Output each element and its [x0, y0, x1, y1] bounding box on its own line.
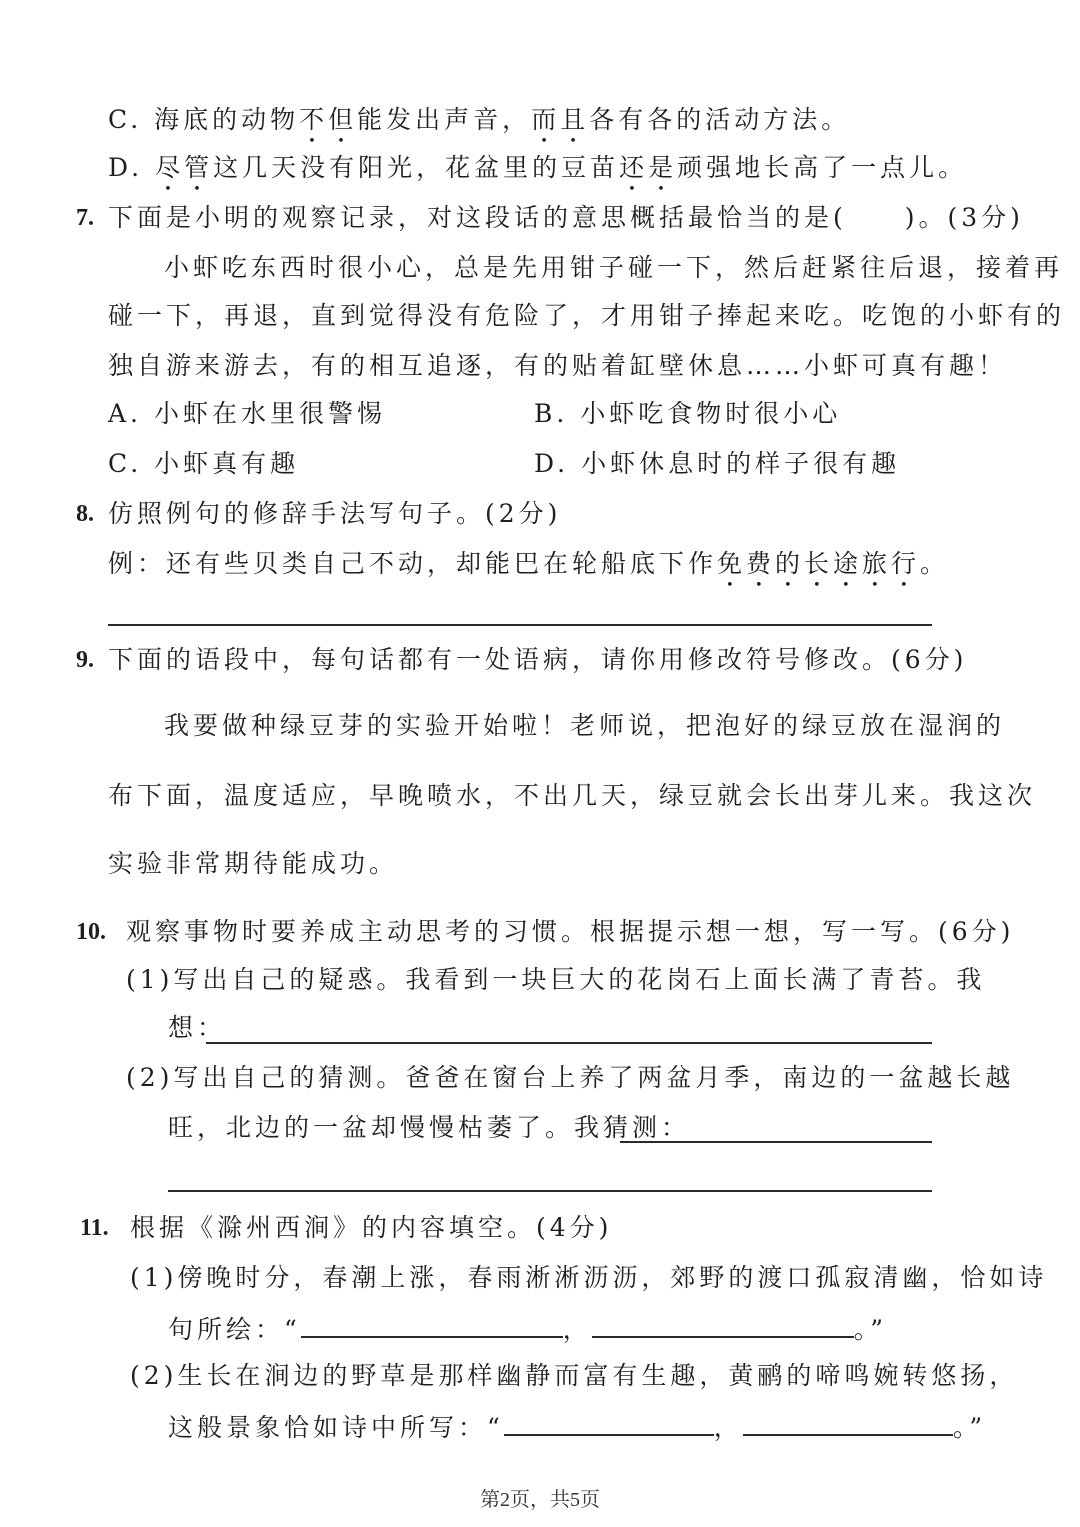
q9-passage-line: 实验非常期待能成功。: [108, 849, 399, 878]
q6-option-d: [108, 150, 967, 197]
q10-sub1-answer-line[interactable]: [206, 1042, 932, 1044]
option-text: 小虾休息时的样子很有趣: [581, 449, 901, 478]
q9-stem: 下面的语段中，每句话都有一处语病，请你用修改符号修改。(6分): [108, 645, 968, 674]
q10-sub1-prompt: 想：: [168, 1013, 227, 1042]
option-text: 海底的动物: [154, 105, 300, 134]
emphasis-text: 不但: [299, 105, 358, 134]
option-text: 能发出声音，: [357, 105, 532, 134]
q7-number: 7.: [76, 205, 94, 231]
answer-blank[interactable]: [743, 1408, 953, 1436]
prompt-text: 句所绘：“: [168, 1315, 301, 1344]
q11-sub1-fill: [168, 1310, 887, 1348]
answer-blank[interactable]: [301, 1310, 563, 1338]
q11-sub2-line: (2)生长在涧边的野草是那样幽静而富有生趣，黄鹂的啼鸣婉转悠扬，: [130, 1361, 1019, 1390]
option-label: A.: [108, 399, 143, 428]
option-text: 这几天没有阳光，花盆里的豆苗: [213, 153, 620, 182]
q10-number: 10.: [76, 919, 106, 945]
q7-option-a: [108, 396, 386, 432]
q11-sub1-line: (1)傍晚时分，春潮上涨，春雨淅淅沥沥，郊野的渡口孤寂清幽，恰如诗: [130, 1263, 1048, 1292]
q7-passage-line: 小虾吃东西时很小心，总是先用钳子碰一下，然后赶紧往后退，接着再: [164, 253, 1064, 282]
emphasis-text: 免费的长途旅行: [717, 549, 921, 578]
q8-number: 8.: [76, 501, 94, 527]
q9-passage-line: 我要做种绿豆芽的实验开始啦！老师说，把泡好的绿豆放在湿润的: [164, 711, 1006, 740]
q8-stem: 仿照例句的修辞手法写句子。(2分): [108, 499, 562, 528]
option-text: 顽强地长高了一点儿。: [677, 153, 968, 182]
option-label: B.: [534, 399, 569, 428]
answer-blank[interactable]: [592, 1310, 854, 1338]
q10-sub2-answer-line-2[interactable]: [168, 1190, 932, 1192]
emphasis-text: 还是: [619, 153, 678, 182]
option-text: 各有各的活动方法。: [589, 105, 851, 134]
option-text: 小虾吃食物时很小心: [580, 399, 842, 428]
punctuation: 。”: [853, 1315, 888, 1344]
q7-passage-line: 碰一下，再退，直到觉得没有危险了，才用钳子捧起来吃。吃饱的小虾有的: [108, 301, 1066, 330]
q10-sub2-prompt: 旺，北边的一盆却慢慢枯萎了。我猜测：: [168, 1113, 691, 1142]
page-footer: 第2页，共5页: [480, 1489, 600, 1511]
q11-sub2-fill: [168, 1408, 986, 1446]
q7-option-d: [534, 446, 900, 482]
q10-sub2-answer-line[interactable]: [620, 1141, 932, 1143]
option-label: D.: [534, 449, 570, 478]
q10-sub2-line: (2)写出自己的猜测。爸爸在窗台上养了两盆月季，南边的一盆越长越: [126, 1063, 1015, 1092]
q7-stem: 下面是小明的观察记录，对这段话的意思概括最恰当的是( )。(3分): [108, 203, 1024, 232]
option-label: D.: [108, 153, 144, 182]
q11-stem: 根据《滁州西涧》的内容填空。(4分): [130, 1213, 613, 1242]
answer-blank[interactable]: [504, 1408, 714, 1436]
punctuation: ，: [562, 1315, 592, 1344]
q10-stem: 观察事物时要养成主动思考的习惯。根据提示想一想，写一写。(6分): [126, 917, 1015, 946]
prompt-text: 这般景象恰如诗中所写：“: [168, 1413, 504, 1442]
q9-number: 9.: [76, 647, 94, 673]
punctuation: ，: [713, 1413, 743, 1442]
q7-option-b: [534, 396, 841, 432]
q10-sub1-line: (1)写出自己的疑惑。我看到一块巨大的花岗石上面长满了青苔。我: [126, 965, 986, 994]
q6-option-c: [108, 102, 850, 149]
q9-passage-line: 布下面，温度适应，早晚喷水，不出几天，绿豆就会长出芽儿来。我这次: [108, 781, 1037, 810]
q11-number: 11.: [80, 1215, 109, 1241]
option-text: 小虾在水里很警惕: [153, 399, 386, 428]
option-label: C.: [108, 449, 143, 478]
example-text: 。: [920, 549, 950, 578]
emphasis-text: 而且: [531, 105, 590, 134]
option-text: 小虾真有趣: [154, 449, 300, 478]
q7-option-c: [108, 446, 299, 482]
example-text: 例：还有些贝类自己不动，却能巴在轮船底下作: [108, 549, 718, 578]
q8-answer-line[interactable]: [108, 624, 932, 626]
option-label: C.: [108, 105, 143, 134]
q8-example: [108, 546, 949, 593]
punctuation: 。”: [952, 1413, 987, 1442]
emphasis-text: 尽管: [155, 153, 214, 182]
q7-passage-line: 独自游来游去，有的相互追逐，有的贴着缸壁休息……小虾可真有趣！: [108, 351, 1008, 380]
